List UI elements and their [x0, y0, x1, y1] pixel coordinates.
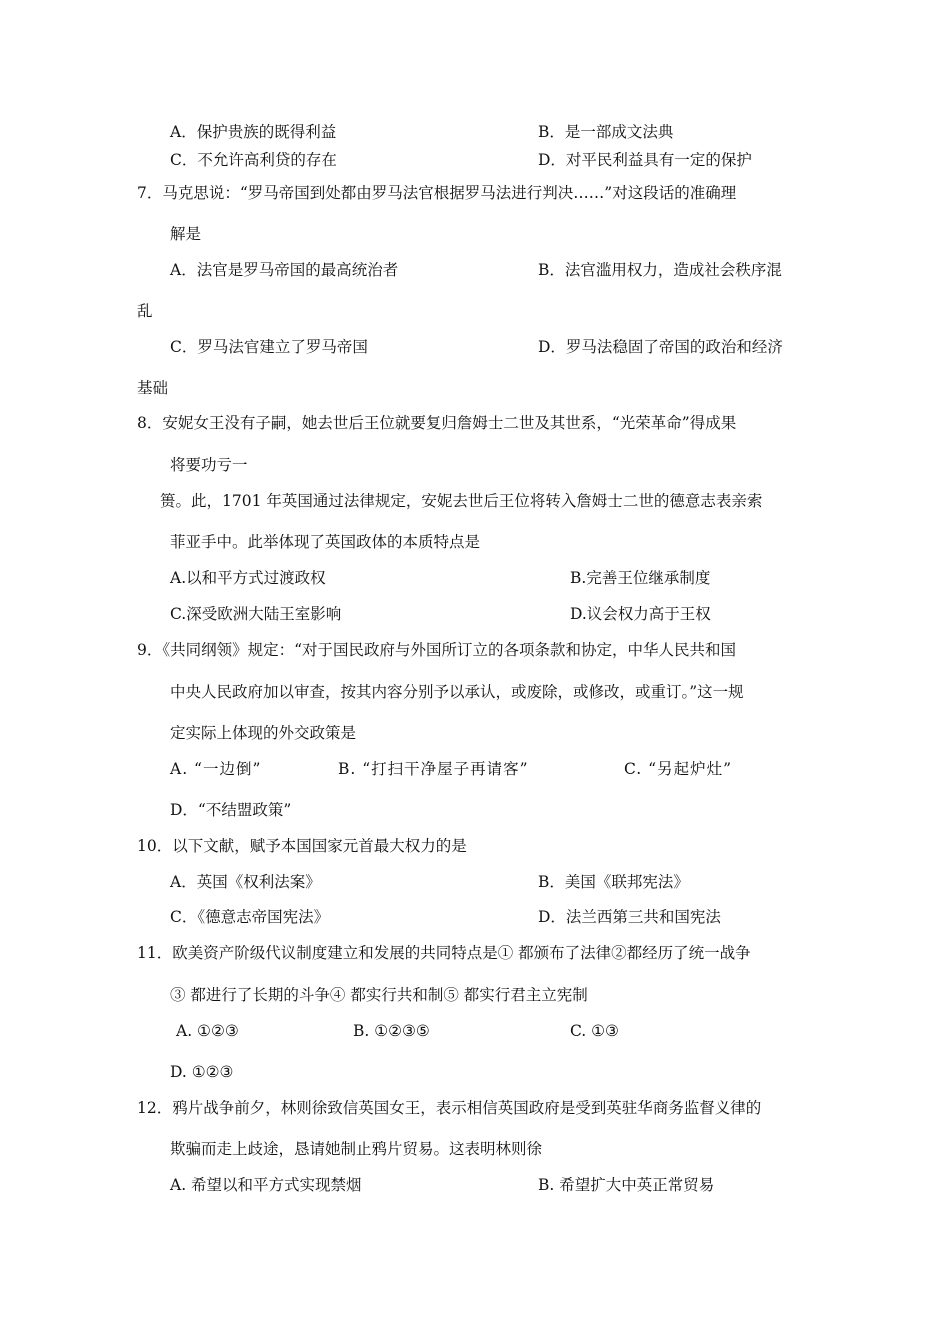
q7-stem-line-1: 7．马克思说：“罗马帝国到处都由罗马法官根据罗马法进行判决……”对这段话的准确理 [137, 184, 737, 202]
q11-option-c: C. ①③ [570, 1022, 619, 1040]
q7-stem-line-2: 解是 [170, 225, 202, 243]
q8-stem-line-2: 将要功亏一 [170, 456, 248, 474]
q11-option-b: B. ①②③⑤ [353, 1022, 430, 1040]
q11-stem-line-1: 11．欧美资产阶级代议制度建立和发展的共同特点是① 都颁布了法律②都经历了统一战争 [137, 944, 751, 962]
q12-option-a: A. 希望以和平方式实现禁烟 [170, 1176, 362, 1194]
q9-option-c: C. “另起炉灶” [624, 760, 733, 778]
q6-option-b: B．是一部成文法典 [538, 123, 674, 141]
q11-option-a: A. ①②③ [176, 1022, 239, 1040]
q7-option-a: A．法官是罗马帝国的最高统治者 [170, 261, 399, 279]
q12-option-b: B. 希望扩大中英正常贸易 [538, 1176, 715, 1194]
q11-stem-line-2: ③ 都进行了长期的斗争④ 都实行共和制⑤ 都实行君主立宪制 [170, 986, 588, 1004]
q9-option-d: D．“不结盟政策” [170, 801, 292, 819]
q10-option-b: B．美国《联邦宪法》 [538, 873, 689, 891]
q8-stem-line-1: 8．安妮女王没有子嗣，她去世后王位就要复归詹姆士二世及其世系，“光荣革命”得成果 [137, 414, 737, 432]
q10-stem: 10．以下文献，赋予本国国家元首最大权力的是 [137, 837, 467, 855]
q12-stem-line-1: 12．鸦片战争前夕，林则徐致信英国女王，表示相信英国政府是受到英驻华商务监督义律的 [137, 1099, 762, 1117]
q7-option-b-continued: 乱 [137, 302, 153, 320]
q8-option-d: D.议会权力高于王权 [570, 605, 711, 623]
q9-stem-line-3: 定实际上体现的外交政策是 [170, 724, 357, 742]
q6-option-a: A．保护贵族的既得利益 [170, 123, 337, 141]
q9-option-a: A. “一边倒” [170, 760, 262, 778]
q8-stem-line-3: 篑。此，1701 年英国通过法律规定，安妮去世后王位将转入詹姆士二世的德意志表亲索 [160, 492, 763, 510]
q9-stem-line-2: 中央人民政府加以审查，按其内容分别予以承认，或废除，或修改，或重订。”这一规 [170, 683, 744, 701]
q8-option-c: C.深受欧洲大陆王室影响 [170, 605, 342, 623]
q7-option-b: B．法官滥用权力，造成社会秩序混 [538, 261, 782, 279]
q9-stem-line-1: 9．《共同纲领》规定：“对于国民政府与外国所订立的各项条款和协定，中华人民共和国 [137, 641, 737, 659]
q10-option-c: C．《德意志帝国宪法》 [170, 908, 330, 926]
q6-option-d: D．对平民利益具有一定的保护 [538, 151, 752, 169]
q8-option-b: B.完善王位继承制度 [570, 569, 711, 587]
q12-stem-line-2: 欺骗而走上歧途，恳请她制止鸦片贸易。这表明林则徐 [170, 1140, 543, 1158]
q11-option-d: D. ①②③ [170, 1063, 234, 1081]
q8-stem-line-4: 菲亚手中。此举体现了英国政体的本质特点是 [170, 533, 481, 551]
q7-option-d-continued: 基础 [137, 379, 169, 397]
q8-option-a: A.以和平方式过渡政权 [170, 569, 326, 587]
q10-option-d: D．法兰西第三共和国宪法 [538, 908, 721, 926]
q6-option-c: C．不允许高利贷的存在 [170, 151, 337, 169]
q7-option-c: C．罗马法官建立了罗马帝国 [170, 338, 368, 356]
q9-option-b: B. “打扫干净屋子再请客” [338, 760, 529, 778]
q7-option-d: D．罗马法稳固了帝国的政治和经济 [538, 338, 783, 356]
q10-option-a: A．英国《权利法案》 [170, 873, 321, 891]
